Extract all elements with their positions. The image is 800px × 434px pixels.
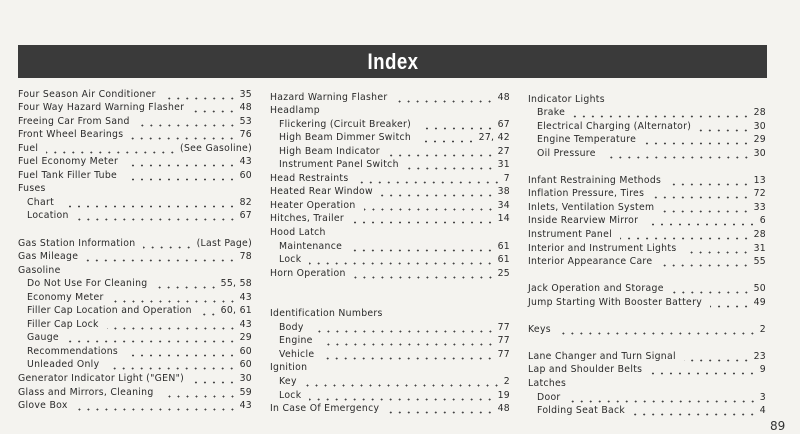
- dot-leader: [419, 134, 476, 143]
- index-entry: [18, 208, 252, 222]
- entry-label: Front Wheel Bearings: [18, 129, 124, 141]
- index-entry: [270, 184, 510, 198]
- entry-page: 9: [759, 364, 766, 376]
- index-entry: [18, 398, 252, 412]
- entry-label: Ignition: [270, 362, 308, 374]
- index-entry: [270, 373, 510, 387]
- index-entry: [18, 86, 252, 100]
- entry-label: Infant Restraining Methods: [528, 174, 662, 186]
- entry-label: Interior Appearance Care: [528, 256, 653, 268]
- entry-page: 31: [753, 242, 766, 254]
- entry-label: Heater Operation: [270, 199, 356, 211]
- entry-page: 4: [759, 405, 766, 417]
- entry-label: Unleaded Only: [27, 359, 100, 371]
- entry-page: 43: [239, 318, 252, 330]
- index-entry: [270, 211, 510, 225]
- index-heading: [270, 306, 510, 320]
- entry-label: Hitches, Trailer: [270, 213, 345, 225]
- entry-page: 43: [239, 156, 252, 168]
- entry-page: 72: [753, 188, 766, 200]
- entry-page: 28: [753, 107, 766, 119]
- entry-page: 61: [497, 254, 510, 266]
- index-header-bar: [18, 45, 767, 78]
- entry-page: 35: [239, 88, 252, 100]
- index-entry: [270, 387, 510, 401]
- entry-label: Hazard Warning Flasher: [270, 91, 388, 103]
- dot-leader: [559, 326, 757, 335]
- dot-leader: [67, 334, 237, 343]
- entry-label: Lock: [279, 254, 302, 266]
- entry-label: Flickering (Circuit Breaker): [279, 118, 412, 130]
- entry-page: 14: [497, 213, 510, 225]
- dot-leader: [354, 270, 495, 279]
- entry-page: 67: [497, 118, 510, 130]
- entry-label: Gauge: [27, 332, 59, 344]
- dot-leader: [395, 94, 494, 103]
- entry-page: 50: [753, 283, 766, 295]
- dot-leader: [107, 321, 237, 330]
- entry-page: 31: [497, 159, 510, 171]
- dot-leader: [569, 394, 757, 403]
- index-entry: [528, 186, 766, 200]
- entry-page: (See Gasoline): [180, 142, 252, 154]
- entry-label: Filler Cap Lock: [27, 318, 99, 330]
- entry-page: 25: [497, 267, 510, 279]
- entry-page: 61: [497, 240, 510, 252]
- entry-label: Heated Rear Window: [270, 186, 373, 198]
- entry-label: Maintenance: [279, 240, 343, 252]
- entry-page: 59: [239, 386, 252, 398]
- index-entry: [18, 384, 252, 398]
- dot-leader: [573, 109, 750, 118]
- entry-label: Four Way Hazard Warning Flasher: [18, 102, 185, 114]
- entry-label: Four Season Air Conditioner: [18, 88, 156, 100]
- index-column-1: [18, 86, 252, 411]
- index-entry: [270, 116, 510, 130]
- entry-label: Do Not Use For Cleaning: [27, 278, 148, 290]
- index-entry: [528, 213, 766, 227]
- entry-label: Door: [537, 391, 561, 403]
- index-entry: [18, 303, 252, 317]
- index-entry: [528, 254, 766, 268]
- entry-page: 49: [753, 296, 766, 308]
- entry-page: 78: [239, 251, 252, 263]
- index-entry: [18, 316, 252, 330]
- entry-page: 30: [753, 120, 766, 132]
- entry-label: Instrument Panel Switch: [279, 159, 399, 171]
- dot-leader: [46, 145, 177, 154]
- dot-leader: [684, 353, 751, 362]
- entry-label: Fuel Economy Meter: [18, 156, 119, 168]
- entry-label: Recommendations: [27, 345, 119, 357]
- entry-label: Gas Station Information: [18, 237, 136, 249]
- index-entry: [270, 130, 510, 144]
- entry-label: Lock: [279, 389, 302, 401]
- dot-leader: [644, 136, 750, 145]
- entry-page: (Last Page): [196, 237, 252, 249]
- entry-label: Identification Numbers: [270, 308, 383, 320]
- entry-page: 6: [759, 215, 766, 227]
- entry-page: 2: [759, 323, 766, 335]
- dot-leader: [387, 405, 494, 414]
- dot-leader: [125, 172, 237, 181]
- index-entry: [18, 100, 252, 114]
- dot-leader: [407, 161, 495, 170]
- entry-label: Jump Starting With Booster Battery: [528, 296, 703, 308]
- dot-leader: [309, 392, 494, 401]
- spacer: [270, 292, 510, 306]
- entry-label: Jack Operation and Storage: [528, 283, 664, 295]
- dot-leader: [364, 202, 495, 211]
- dot-leader: [126, 158, 236, 167]
- entry-label: Horn Operation: [270, 267, 346, 279]
- index-entry: [528, 226, 766, 240]
- index-entry: [18, 194, 252, 208]
- index-entry: [270, 143, 510, 157]
- dot-leader: [350, 243, 494, 252]
- index-entry: [18, 127, 252, 141]
- index-entry: [528, 321, 766, 335]
- dot-leader: [86, 253, 236, 262]
- entry-page: 27, 42: [478, 132, 510, 144]
- index-entry: [270, 170, 510, 184]
- dot-leader: [312, 324, 495, 333]
- index-entry: [18, 113, 252, 127]
- entry-label: Electrical Charging (Alternator): [537, 120, 692, 132]
- dot-leader: [322, 351, 494, 360]
- index-entry: [270, 238, 510, 252]
- entry-page: 60: [239, 345, 252, 357]
- entry-label: Hood Latch: [270, 227, 326, 239]
- entry-label: Keys: [528, 323, 551, 335]
- entry-page: 48: [497, 403, 510, 415]
- spacer: [18, 221, 252, 235]
- entry-label: Engine Temperature: [537, 134, 637, 146]
- entry-page: 77: [497, 348, 510, 360]
- entry-page: 13: [753, 174, 766, 186]
- spacer: [528, 335, 766, 349]
- index-entry: [528, 132, 766, 146]
- entry-label: Oil Pressure: [537, 147, 596, 159]
- index-entry: [528, 105, 766, 119]
- dot-leader: [321, 337, 495, 346]
- entry-label: Vehicle: [279, 348, 315, 360]
- entry-label: Lane Changer and Turn Signal: [528, 350, 676, 362]
- spacer: [528, 308, 766, 322]
- entry-label: Folding Seat Back: [537, 405, 626, 417]
- dot-leader: [672, 285, 751, 294]
- entry-page: 55: [753, 256, 766, 268]
- entry-page: 82: [239, 196, 252, 208]
- entry-label: Indicator Lights: [528, 93, 605, 105]
- dot-leader: [76, 402, 237, 411]
- entry-page: 60: [239, 169, 252, 181]
- dot-leader: [164, 91, 237, 100]
- index-entry: [18, 370, 252, 384]
- dot-leader: [138, 118, 237, 127]
- index-entry: [270, 265, 510, 279]
- index-entry: [18, 357, 252, 371]
- entry-page: 30: [239, 373, 252, 385]
- entry-label: Fuel Tank Filler Tube: [18, 169, 118, 181]
- index-heading: [18, 262, 252, 276]
- index-entry: [18, 276, 252, 290]
- page-title: Index: [367, 48, 418, 74]
- entry-label: Latches: [528, 378, 567, 390]
- entry-page: 77: [497, 321, 510, 333]
- entry-page: 30: [753, 147, 766, 159]
- entry-page: 48: [497, 91, 510, 103]
- dot-leader: [77, 212, 237, 221]
- index-heading: [270, 103, 510, 117]
- entry-label: Interior and Instrument Lights: [528, 242, 677, 254]
- entry-page: 29: [239, 332, 252, 344]
- index-entry: [528, 403, 766, 417]
- dot-leader: [650, 366, 756, 375]
- entry-label: Key: [279, 376, 297, 388]
- entry-page: 7: [503, 172, 510, 184]
- spacer: [270, 279, 510, 293]
- entry-label: Inflation Pressure, Tires: [528, 188, 645, 200]
- entry-label: Inside Rearview Mirror: [528, 215, 639, 227]
- index-heading: [270, 224, 510, 238]
- entry-page: 53: [239, 115, 252, 127]
- entry-page: 27: [497, 145, 510, 157]
- index-heading: [270, 360, 510, 374]
- entry-page: 33: [753, 201, 766, 213]
- index-entry: [270, 333, 510, 347]
- entry-label: Freeing Car From Sand: [18, 115, 130, 127]
- index-heading: [528, 375, 766, 389]
- index-entry: [18, 154, 252, 168]
- dot-leader: [660, 258, 750, 267]
- index-heading: [528, 91, 766, 105]
- dot-leader: [652, 190, 750, 199]
- entry-page: 2: [503, 376, 510, 388]
- dot-leader: [646, 217, 757, 226]
- entry-label: Engine: [279, 335, 313, 347]
- index-entry: [528, 199, 766, 213]
- index-entry: [528, 294, 766, 308]
- index-entry: [528, 389, 766, 403]
- index-entry: [270, 197, 510, 211]
- dot-leader: [357, 175, 501, 184]
- index-column-2: [270, 89, 510, 414]
- entry-page: 38: [497, 186, 510, 198]
- dot-leader: [684, 245, 750, 254]
- index-entry: [18, 235, 252, 249]
- index-column-3: [528, 91, 766, 416]
- entry-label: Fuses: [18, 183, 46, 195]
- entry-label: Head Restraints: [270, 172, 349, 184]
- dot-leader: [162, 389, 237, 398]
- index-entry: [528, 281, 766, 295]
- entry-page: 43: [239, 291, 252, 303]
- dot-leader: [192, 375, 236, 384]
- entry-label: Glove Box: [18, 400, 68, 412]
- entry-label: Headlamp: [270, 105, 320, 117]
- index-entry: [270, 346, 510, 360]
- dot-leader: [419, 121, 494, 130]
- index-entry: [18, 330, 252, 344]
- index-entry: [528, 240, 766, 254]
- dot-leader: [699, 123, 750, 132]
- index-entry: [18, 289, 252, 303]
- index-entry: [270, 89, 510, 103]
- dot-leader: [309, 256, 494, 265]
- dot-leader: [112, 294, 237, 303]
- entry-page: 23: [753, 350, 766, 362]
- spacer: [528, 267, 766, 281]
- dot-leader: [126, 348, 237, 357]
- spacer: [528, 159, 766, 173]
- index-entry: [18, 140, 252, 154]
- entry-label: Filler Cap Location and Operation: [27, 305, 192, 317]
- index-entry: [528, 172, 766, 186]
- index-entry: [18, 343, 252, 357]
- entry-label: High Beam Dimmer Switch: [279, 132, 412, 144]
- entry-label: Chart: [27, 196, 55, 208]
- entry-label: Gas Mileage: [18, 251, 79, 263]
- index-entry: [528, 145, 766, 159]
- index-entry: [528, 362, 766, 376]
- entry-label: Fuel: [18, 142, 39, 154]
- index-heading: [18, 181, 252, 195]
- index-entry: [270, 157, 510, 171]
- dot-leader: [381, 188, 495, 197]
- dot-leader: [604, 150, 751, 159]
- entry-label: Lap and Shoulder Belts: [528, 364, 643, 376]
- dot-leader: [662, 204, 750, 213]
- entry-label: Glass and Mirrors, Cleaning: [18, 386, 154, 398]
- dot-leader: [669, 177, 750, 186]
- entry-label: Brake: [537, 107, 566, 119]
- dot-leader: [156, 280, 218, 289]
- entry-label: In Case Of Emergency: [270, 403, 380, 415]
- entry-label: Gasoline: [18, 264, 61, 276]
- dot-leader: [710, 299, 751, 308]
- entry-label: High Beam Indicator: [279, 145, 380, 157]
- entry-page: 60, 61: [220, 305, 252, 317]
- page-number: 89: [770, 419, 786, 433]
- entry-page: 48: [239, 102, 252, 114]
- dot-leader: [352, 215, 495, 224]
- entry-label: Instrument Panel: [528, 229, 612, 241]
- entry-page: 29: [753, 134, 766, 146]
- index-entry: [270, 401, 510, 415]
- entry-page: 34: [497, 199, 510, 211]
- entry-page: 67: [239, 210, 252, 222]
- dot-leader: [633, 407, 757, 416]
- entry-page: 3: [759, 391, 766, 403]
- entry-label: Economy Meter: [27, 291, 104, 303]
- entry-page: 76: [239, 129, 252, 141]
- entry-label: Body: [279, 321, 304, 333]
- index-entry: [528, 118, 766, 132]
- dot-leader: [62, 199, 237, 208]
- entry-page: 19: [497, 389, 510, 401]
- entry-page: 43: [239, 400, 252, 412]
- index-entry: [270, 319, 510, 333]
- index-entry: [528, 348, 766, 362]
- entry-label: Inlets, Ventilation System: [528, 201, 655, 213]
- index-entry: [18, 249, 252, 263]
- dot-leader: [200, 307, 218, 316]
- dot-leader: [107, 361, 236, 370]
- entry-page: 60: [239, 359, 252, 371]
- entry-label: Location: [27, 210, 69, 222]
- entry-page: 55, 58: [220, 278, 252, 290]
- entry-page: 77: [497, 335, 510, 347]
- dot-leader: [305, 378, 501, 387]
- dot-leader: [192, 104, 236, 113]
- dot-leader: [620, 231, 751, 240]
- entry-label: Generator Indicator Light ("GEN"): [18, 373, 185, 385]
- entry-page: 28: [753, 229, 766, 241]
- dot-leader: [388, 148, 495, 157]
- index-entry: [18, 167, 252, 181]
- dot-leader: [131, 131, 236, 140]
- index-entry: [270, 252, 510, 266]
- dot-leader: [143, 240, 193, 249]
